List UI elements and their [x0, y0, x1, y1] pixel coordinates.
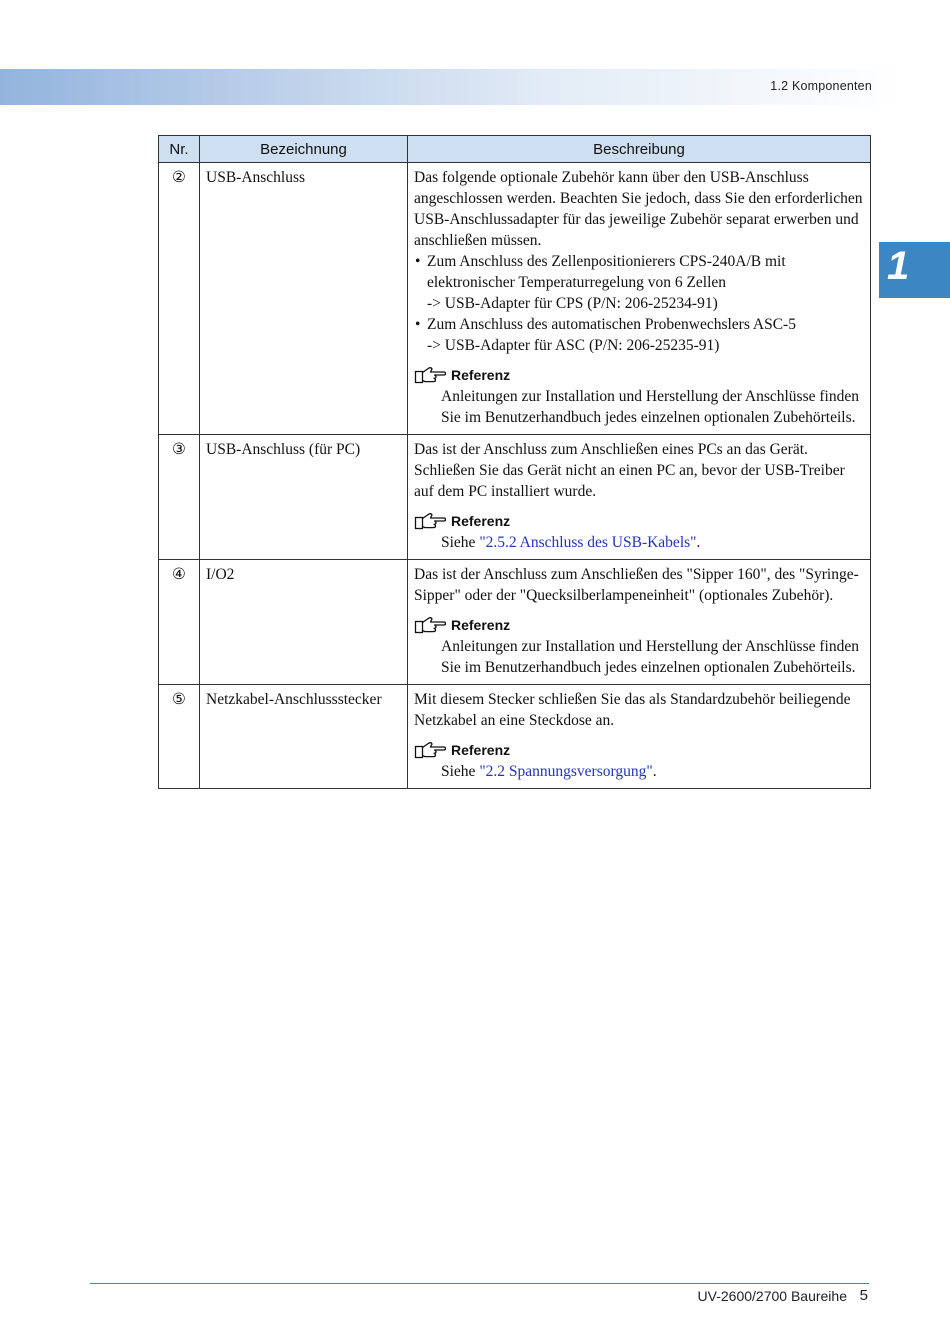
- row-name: USB-Anschluss: [200, 163, 408, 435]
- bullet-adapter: -> USB-Adapter für CPS (P/N: 206-25234-91): [427, 295, 718, 312]
- description-intro: Das ist der Anschluss zum Anschließen des "Sipper 160", des "Syringe-Sipper" oder der "Quecksilberlampeneinheit" (optionales Zubehör).: [414, 566, 859, 604]
- row-name: USB-Anschluss (für PC): [200, 435, 408, 560]
- row-description: [408, 560, 871, 685]
- pointing-hand-icon: [414, 365, 446, 385]
- row-number: ②: [159, 163, 200, 435]
- reference-heading: [414, 510, 864, 532]
- row-number: ⑤: [159, 685, 200, 789]
- footer-product-title: UV-2600/2700 Baureihe: [697, 1288, 847, 1304]
- description-intro: Mit diesem Stecker schließen Sie das als Standardzubehör beiliegende Netzkabel an eine Steckdose an.: [414, 691, 851, 729]
- row-name: Netzkabel-Anschlussstecker: [200, 685, 408, 789]
- table-header-row: [159, 136, 871, 163]
- header-name: Bezeichnung: [200, 136, 408, 163]
- reference-label: Referenz: [451, 366, 511, 383]
- reference-text: [414, 532, 864, 553]
- list-item: [414, 314, 864, 356]
- usb-cable-section-link[interactable]: "2.5.2 Anschluss des USB-Kabels": [479, 534, 697, 551]
- components-table: [158, 135, 871, 789]
- reference-text: [414, 761, 864, 782]
- description-line: Das ist der Anschluss zum Anschließen eines PCs an das Gerät.: [414, 441, 808, 458]
- row-number: ④: [159, 560, 200, 685]
- description-intro: Das folgende optionale Zubehör kann über den USB-Anschluss angeschlossen werden. Beachten Sie jedoch, dass Sie den erforderlichen USB-Anschlussadapter für das jeweilige Zubehör separat erwerben und anschließen müssen.: [414, 169, 863, 249]
- pointing-hand-icon: [414, 740, 446, 760]
- row-description: [408, 435, 871, 560]
- reference-prefix: Siehe: [441, 534, 480, 551]
- reference-text: Anleitungen zur Installation und Herstellung der Anschlüsse finden Sie im Benutzerhandbuch jedes einzelnen optionalen Zubehörteils.: [441, 638, 859, 676]
- row-description: [408, 685, 871, 789]
- header-band: [0, 69, 905, 105]
- table-row: [159, 435, 871, 560]
- bullet-text: Zum Anschluss des automatischen Probenwechslers ASC-5: [427, 316, 796, 333]
- reference-suffix: .: [696, 534, 701, 551]
- bullet-adapter: -> USB-Adapter für ASC (P/N: 206-25235-91): [427, 337, 720, 354]
- reference-suffix: .: [652, 763, 657, 780]
- table-row: [159, 560, 871, 685]
- reference-label: Referenz: [451, 741, 511, 758]
- reference-heading: [414, 614, 864, 636]
- list-item: [414, 251, 864, 314]
- table-row: [159, 163, 871, 435]
- reference-label: Referenz: [451, 616, 511, 633]
- row-description: [408, 163, 871, 435]
- table-row: [159, 685, 871, 789]
- reference-label: Referenz: [451, 512, 511, 529]
- header-nr: Nr.: [159, 136, 200, 163]
- row-number: ③: [159, 435, 200, 560]
- footer-divider: [90, 1283, 869, 1284]
- chapter-number: 1: [887, 244, 910, 288]
- bullet-list: [414, 251, 864, 356]
- reference-block: [414, 364, 864, 428]
- pointing-hand-icon: [414, 511, 446, 531]
- reference-block: [414, 614, 864, 678]
- power-supply-section-link[interactable]: "2.2 Spannungsversorgung": [479, 763, 653, 780]
- reference-text: Anleitungen zur Installation und Herstellung der Anschlüsse finden Sie im Benutzerhandbuch jedes einzelnen optionalen Zubehörteils.: [441, 388, 859, 426]
- bullet-text: Zum Anschluss des Zellenpositionierers CPS-240A/B mit elektronischer Temperaturregelung von 6 Zellen: [427, 253, 786, 291]
- page-number: 5: [859, 1287, 868, 1304]
- reference-prefix: Siehe: [441, 763, 480, 780]
- header-description: Beschreibung: [408, 136, 871, 163]
- pointing-hand-icon: [414, 615, 446, 635]
- reference-heading: [414, 364, 864, 386]
- reference-block: [414, 510, 864, 553]
- chapter-tab: [879, 242, 950, 298]
- description-line: Schließen Sie das Gerät nicht an einen PC an, bevor der USB-Treiber auf dem PC installiert wurde.: [414, 462, 845, 500]
- row-name: I/O2: [200, 560, 408, 685]
- reference-block: [414, 739, 864, 782]
- reference-heading: [414, 739, 864, 761]
- header-section-title: 1.2 Komponenten: [770, 79, 872, 93]
